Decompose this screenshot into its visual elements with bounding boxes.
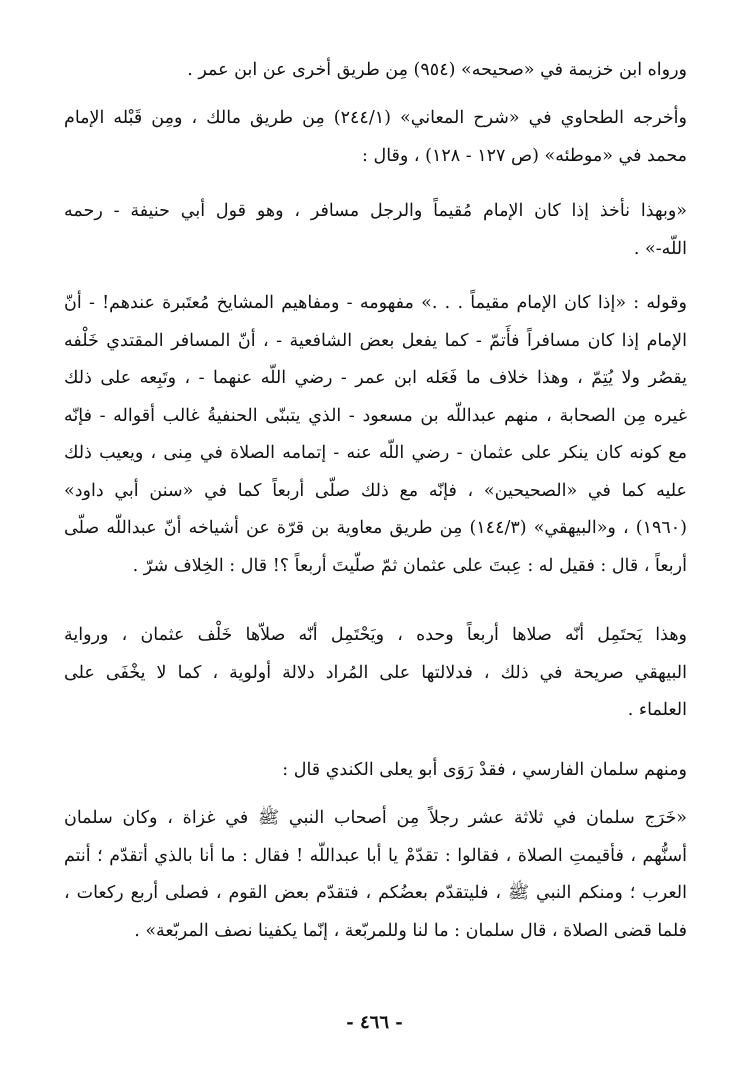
text-line: العرب ؛ ومنكم النبي ﷺ ، فليتقدّم بعضُكم ، فتقدّم بعض القوم ، فصلى أربع ركعات ، [64,883,687,903]
text-line: مع كونه كان ينكر على عثمان - رضي اللّه عنه - إتمامه الصلاة في مِنى ، ويعيب ذلك [64,443,687,463]
text-line: «وبهذا نأخذ إذا كان الإمام مُقيماً والرجل مسافر ، وهو قول أبي حنيفة - رحمه [64,201,687,221]
text-line: أسنُّهم ، فأقيمتِ الصلاة ، فقالوا : تقدّمْ يا أبا عبداللّه ! فقال : ما أنا بالذي أتقدّم ؛ أنتم [64,845,687,866]
text-line: اللّه-» . [633,238,687,259]
paragraph-salman-intro [64,752,687,790]
text-line: العلماء . [627,700,687,720]
text-line: البيهقي صريحة في ذلك ، فدلالتها على المُراد دلالة أولوية ، كما لا يخْفَى على [64,662,687,683]
paragraph-commentary [64,285,687,585]
paragraph-bayhaqi [64,617,687,730]
page-number: - ٤٦٦ - [346,1012,403,1033]
text-line: غيره مِن الصحابة ، منهم عبداللّه بن مسعود - الذي يتبنّى الحنفيةُ غالب أقواله - فإنّه [64,405,687,426]
text-line: محمد في «موطئه» (ص ١٢٧ - ١٢٨) ، وقال : [362,145,687,166]
text-line: «خَرَج سلمان في ثلاثة عشر رجلاً مِن أصحاب النبي ﷺ في غزاة ، وكان سلمان [64,808,687,828]
text-line: (١٩٦٠) ، و«البيهقي» (١٤٤/٣) مِن طريق معاوية بن قرّة عن أشياخه أنّ عبداللّه صلّى [64,518,687,538]
text-line: يقصُر ولا يُتِمّ ، وهذا خلاف ما فَعَله ابن عمر - رضي اللّه عنهما - ، وتَبِعه على ذلك [64,368,687,388]
text-line: وقوله : «إذا كان الإمام مقيماً . . .» مفهومه - ومفاهيم المشايخ مُعتَبرة عندهم! - أنّ [64,293,687,313]
paragraph-quote-muhammad [64,193,687,268]
paragraph-tahawi [64,100,687,175]
text-line: الإمام إذا كان مسافراً فأَتمّ - كما يفعل بعض الشافعية - ، أنّ المسافر المقتدي خَلْفه [64,330,687,351]
paragraph-salman-hadith [64,800,687,950]
text-line: وأخرجه الطحاوي في «شرح المعاني» (٢٤٤/١) مِن طريق مالك ، ومِن قَبْله الإمام [64,108,687,128]
text-line: أربعاً ، قال : فقيل له : عِبتَ على عثمان ثمّ صلّيتَ أربعاً ؟! قال : الخِلاف شرّ . [132,555,687,576]
text-line: وهذا يَحتَمِل أنّه صلاها أربعاً وحده ، ويَحْتَمِل أنّه صلاّها خَلْف عثمان ، ورواية [64,625,687,645]
text-line: عليه كما في «الصحيحين» ، فإنّه مع ذلك صلّى أربعاً كما في «سنن أبي داود» [64,480,687,501]
text-line: ومنهم سلمان الفارسي ، فقدْ رَوَى أبو يعلى الكندي قال : [282,760,687,780]
paragraph-ibn-khuzayma [64,52,687,90]
text-line: فلما قضى الصلاة ، قال سلمان : ما لنا وللمربّعة ، إنّما يكفينا نصف المربّعة» . [134,920,687,941]
text-line: ورواه ابن خزيمة في «صحيحه» (٩٥٤) مِن طريق أخرى عن ابن عمر . [187,60,687,80]
